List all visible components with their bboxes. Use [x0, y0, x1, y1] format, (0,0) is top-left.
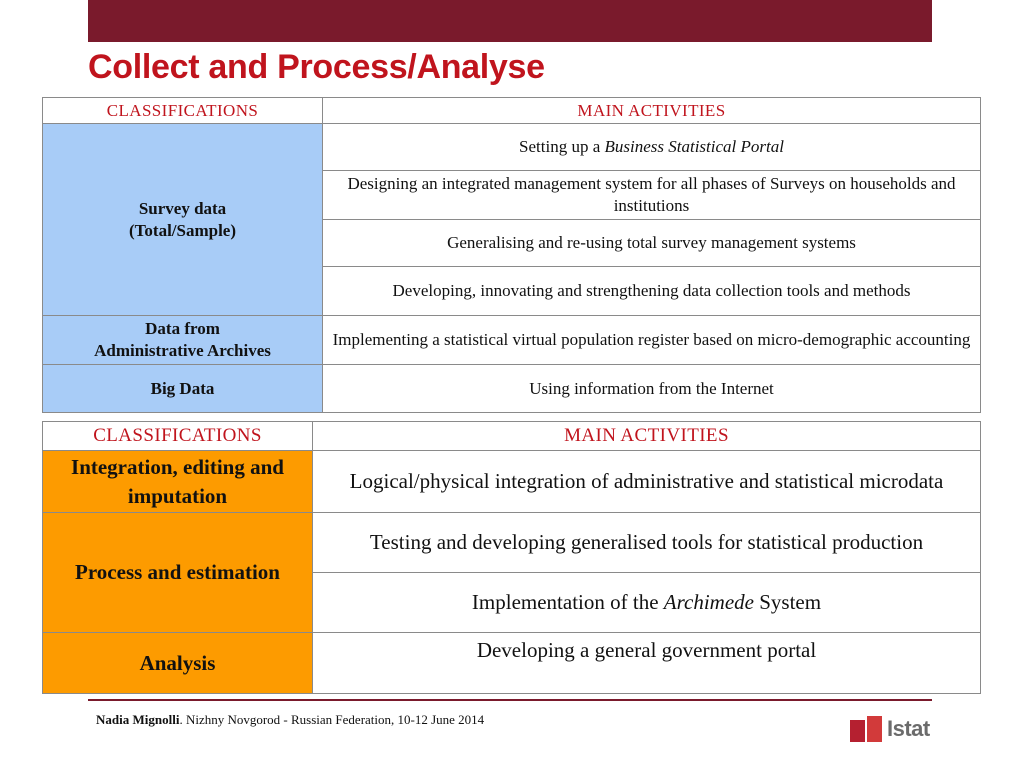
main-activities-header: MAIN ACTIVITIES	[323, 98, 981, 124]
activity-cell	[323, 124, 981, 171]
activity-text: System	[753, 590, 822, 614]
footer-text	[96, 712, 484, 728]
activity-cell: Developing, innovating and strengthening data collection tools and methods	[323, 267, 981, 316]
integration-label-line2: imputation	[127, 483, 228, 508]
integration-cell	[43, 451, 313, 513]
main-activities-header: MAIN ACTIVITIES	[313, 422, 981, 451]
istat-logo-text: Istat	[887, 716, 930, 741]
big-data-cell: Big Data	[43, 365, 323, 413]
activity-emphasis: Archimede	[663, 590, 754, 614]
footer-details: . Nizhny Novgorod - Russian Federation, 10-12 June 2014	[179, 712, 485, 727]
integration-label-line1: Integration, editing and	[71, 454, 284, 479]
slide-title: Collect and Process/Analyse	[88, 48, 545, 86]
activity-emphasis: Business Statistical Portal	[604, 137, 784, 156]
activity-cell: Designing an integrated management system for all phases of Surveys on households and institutions	[323, 171, 981, 220]
process-estimation-cell: Process and estimation	[43, 513, 313, 633]
survey-label-line2: (Total/Sample)	[128, 220, 237, 240]
classifications-header: CLASSIFICATIONS	[43, 98, 323, 124]
admin-archives-cell	[43, 316, 323, 365]
activity-cell: Using information from the Internet	[323, 365, 981, 413]
activity-cell	[313, 573, 981, 633]
activity-cell: Testing and developing generalised tools for statistical production	[313, 513, 981, 573]
istat-logo	[850, 716, 930, 742]
classifications-header: CLASSIFICATIONS	[43, 422, 313, 451]
activity-cell: Developing a general government portal	[313, 633, 981, 694]
activity-text: Implementation of the	[471, 590, 664, 614]
activity-text: Setting up a	[519, 137, 605, 156]
admin-label-line2: Administrative Archives	[94, 341, 271, 360]
activity-cell: Generalising and re-using total survey management systems	[323, 220, 981, 267]
survey-data-cell	[43, 124, 323, 316]
footer-divider	[88, 699, 932, 701]
process-table	[42, 421, 981, 694]
top-banner	[88, 0, 932, 42]
survey-label-line1: Survey data	[138, 198, 227, 218]
istat-logo-mark-icon	[850, 716, 884, 742]
activity-cell: Logical/physical integration of administrative and statistical microdata	[313, 451, 981, 513]
collect-table	[42, 97, 981, 413]
analysis-cell: Analysis	[43, 633, 313, 694]
admin-label-line1: Data from	[145, 319, 220, 338]
activity-cell: Implementing a statistical virtual population register based on micro-demographic accounting	[323, 316, 981, 365]
footer-author: Nadia Mignolli	[96, 712, 180, 727]
